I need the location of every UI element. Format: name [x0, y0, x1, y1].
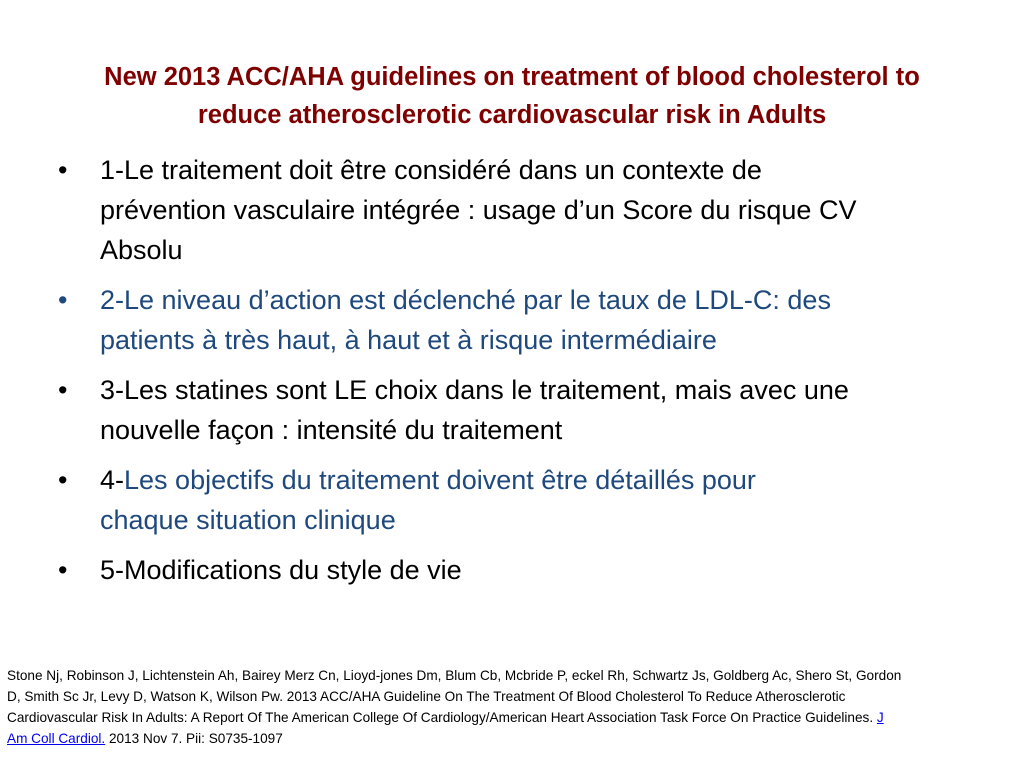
bullet-item-3: [58, 370, 856, 450]
bullet-dot-icon: •: [58, 285, 68, 315]
bullet-dot-icon: •: [58, 465, 68, 495]
title-line: reduce atherosclerotic cardiovascular risk in Adults: [197, 101, 827, 129]
reference-line: Cardiovascular Risk In Adults: A Report Of The American College Of Cardiology/American Heart Association Task Force On Practice Guidelines.: [7, 710, 874, 725]
bullet-text: Les objectifs du traitement doivent être détaillés pour: [124, 465, 756, 495]
bullet-text: patients à très haut, à haut et à risque intermédiaire: [100, 325, 717, 355]
bullet-prefix: 4-: [100, 465, 125, 495]
bullet-dot-icon: •: [58, 375, 68, 405]
bullet-text: nouvelle façon : intensité du traitement: [100, 415, 563, 445]
reference-citation: [7, 665, 901, 749]
reference-line: Stone Nj, Robinson J, Lichtenstein Ah, Bairey Merz Cn, Lioyd-jones Dm, Blum Cb, Mcbride P, eckel Rh, Schwartz Js, Goldberg Ac, Shero St, Gordon: [7, 668, 902, 683]
reference-line: D, Smith Sc Jr, Levy D, Watson K, Wilson Pw. 2013 ACC/AHA Guideline On The Treatment Of Blood Cholesterol To Reduce Atherosclerotic: [7, 689, 846, 704]
bullet-text: 3-Les statines sont LE choix dans le traitement, mais avec une: [100, 375, 849, 405]
journal-link[interactable]: Am Coll Cardiol.: [7, 731, 106, 746]
bullet-item-5: [58, 550, 856, 590]
bullet-text: Absolu: [100, 235, 183, 265]
bullet-list: [58, 150, 856, 600]
bullet-text: 1-Le traitement doit être considéré dans un contexte de: [100, 155, 762, 185]
bullet-item-1: [58, 150, 856, 270]
reference-date: 2013 Nov 7. Pii: S0735-1097: [105, 731, 283, 746]
bullet-item-4: [58, 460, 856, 540]
bullet-text: 2-Le niveau d’action est déclenché par le taux de LDL-C: des: [100, 285, 831, 315]
bullet-dot-icon: •: [58, 155, 68, 185]
bullet-dot-icon: •: [58, 555, 68, 585]
bullet-text: 5-Modifications du style de vie: [100, 555, 462, 585]
bullet-text: chaque situation clinique: [100, 505, 396, 535]
journal-link[interactable]: J: [876, 710, 884, 725]
title-line: New 2013 ACC/AHA guidelines on treatment of blood cholesterol to: [104, 63, 920, 91]
bullet-text: prévention vasculaire intégrée : usage d’un Score du risque CV: [100, 195, 857, 225]
bullet-item-2: [58, 280, 856, 360]
slide-title: [0, 58, 1024, 134]
